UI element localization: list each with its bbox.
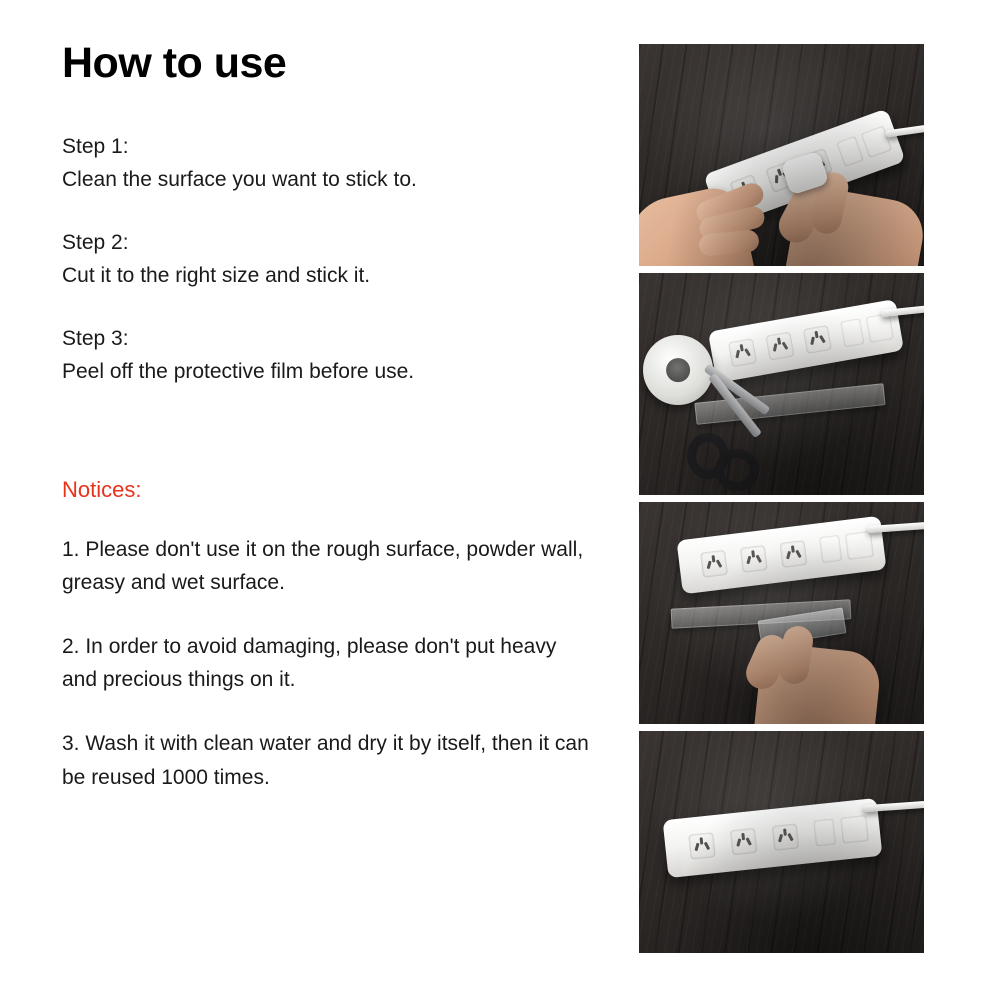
step-item <box>62 227 622 292</box>
photo-vignette <box>639 44 924 266</box>
notices-heading: Notices: <box>62 476 142 502</box>
step-2-text: Cut it to the right size and stick it. <box>62 263 371 287</box>
photo-vignette <box>639 273 924 495</box>
step-2-label: Step 2: <box>62 231 129 255</box>
step-3-label: Step 3: <box>62 327 129 351</box>
photo-step-1 <box>639 44 924 266</box>
instructions-column <box>62 40 622 824</box>
photo-result <box>639 731 924 953</box>
photo-column <box>639 44 924 953</box>
photo-step-2 <box>639 273 924 495</box>
step-1-text: Clean the surface you want to stick to. <box>62 167 417 191</box>
notice-item: 2. In order to avoid damaging, please don't put heavy and precious things on it. <box>62 634 557 692</box>
notice-item: 3. Wash it with clean water and dry it by itself, then it can be reused 1000 times. <box>62 731 589 789</box>
step-item <box>62 131 622 196</box>
photo-vignette <box>639 502 924 724</box>
photo-vignette <box>639 731 924 953</box>
notice-item: 1. Please don't use it on the rough surface, powder wall, greasy and wet surface. <box>62 537 584 595</box>
notices-list <box>62 533 622 795</box>
step-1-label: Step 1: <box>62 135 129 159</box>
steps-list <box>62 131 622 388</box>
step-3-text: Peel off the protective film before use. <box>62 360 415 384</box>
step-item <box>62 323 622 388</box>
page-title: How to use <box>62 39 287 87</box>
photo-step-3 <box>639 502 924 724</box>
